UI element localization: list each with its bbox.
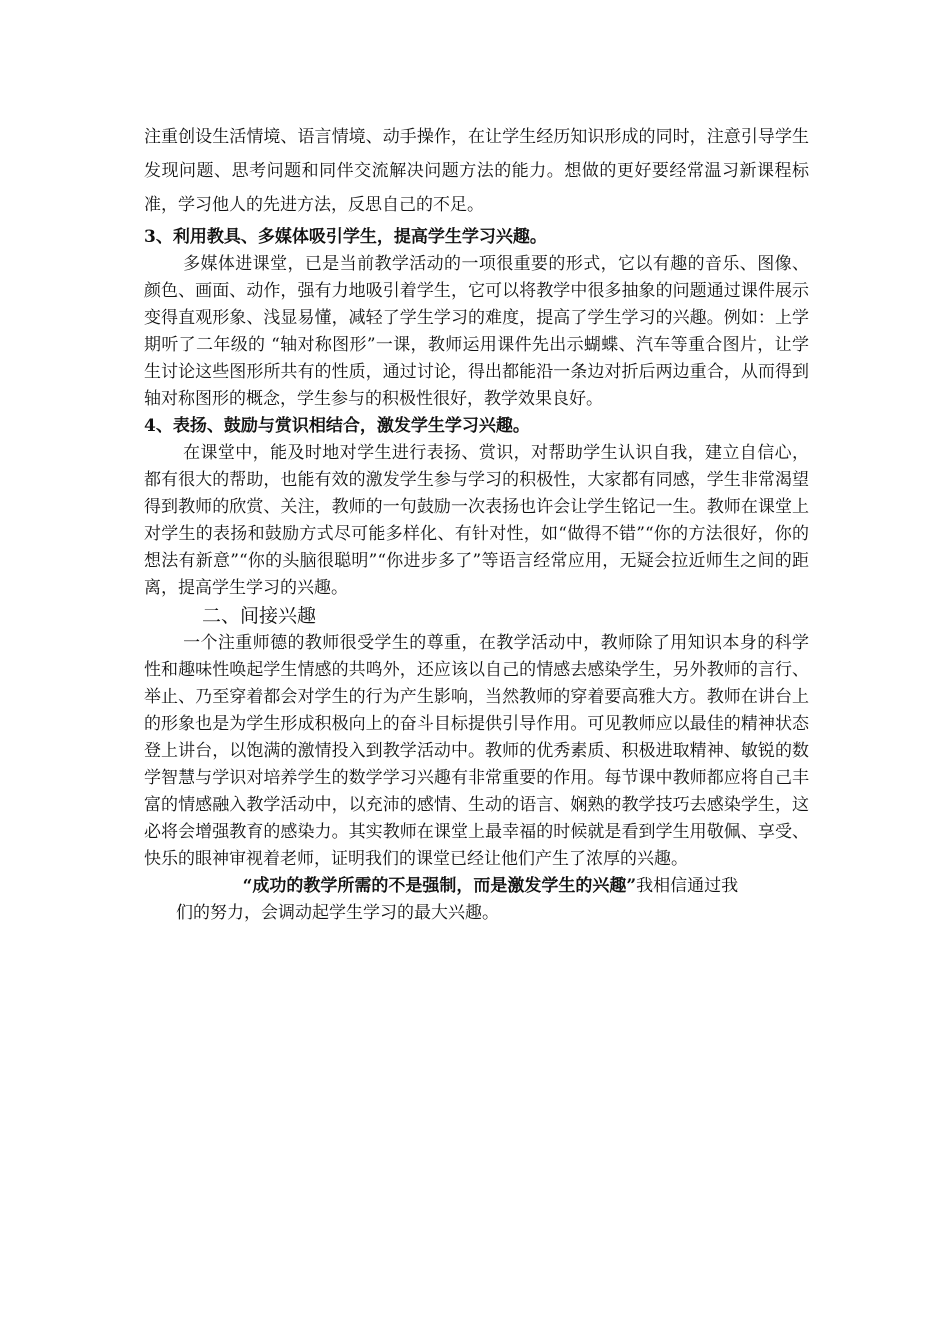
conclusion-quote: “成功的教学所需的不是强制，而是激发学生的兴趣” — [242, 876, 637, 896]
section-3-paragraph: 多媒体进课堂，已是当前教学活动的一项很重要的形式，它以有趣的音乐、图像、颜色、画面、动作，强有力地吸引着学生，它可以将教学中很多抽象的问题通过课件展示变得直观形象、浅显易懂，减轻了学生学习的难度，提高了学生学习的兴趣。例如：上学期听了二年级的 “轴对称图形”一课，教师运用课件先出示蝴蝶、汽车等重合图片，让学生讨论这些图形所共有的性质，通过讨论，得出都能沿一条边对折后两边重合，从而得到轴对称图形的概念，学生参与的积极性很好，教学效果良好。 — [144, 254, 809, 409]
conclusion-closing-line: 们的努力，会调动起学生学习的最大兴趣。 — [176, 903, 499, 923]
section-4-heading: 4、表扬、鼓励与赏识相结合，激发学生学习兴趣。 — [144, 416, 530, 436]
section-3-heading: 3、利用教具、多媒体吸引学生，提高学生学习兴趣。 — [144, 227, 547, 247]
document-body — [144, 120, 809, 927]
conclusion-paragraph — [144, 873, 809, 900]
conclusion-text-line-1: 我相信通过我 — [636, 876, 739, 896]
part-2-paragraph: 一个注重师德的教师很受学生的尊重，在教学活动中，教师除了用知识本身的科学性和趣味性唤起学生情感的共鸣外，还应该以自己的情感去感染学生，另外教师的言行、举止、乃至穿着都会对学生的行为产生影响，当然教师的穿着要高雅大方。教师在讲台上的形象也是为学生形成积极向上的奋斗目标提供引导作用。可见教师应以最佳的精神状态登上讲台，以饱满的激情投入到教学活动中。教师的优秀素质、积极进取精神、敏锐的数学智慧与学识对培养学生的数学学习兴趣有非常重要的作用。每节课中教师都应将自己丰富的情感融入教学活动中，以充沛的感情、生动的语言、娴熟的教学技巧去感染学生，这必将会增强教育的感染力。其实教师在课堂上最幸福的时候就是看到学生用敬佩、享受、快乐的眼神审视着老师，证明我们的课堂已经让他们产生了浓厚的兴趣。 — [144, 633, 809, 869]
section-4-paragraph: 在课堂中，能及时地对学生进行表扬、赏识，对帮助学生认识自我，建立自信心，都有很大的帮助，也能有效的激发学生参与学习的积极性，大家都有同感，学生非常渴望得到教师的欣赏、关注，教师的一句鼓励一次表扬也许会让学生铭记一生。教师在课堂上对学生的表扬和鼓励方式尽可能多样化、有针对性，如“做得不错”“你的方法很好，你的想法有新意”“你的头脑很聪明”“你进步多了”等语言经常应用，无疑会拉近师生之间的距离，提高学生学习的兴趣。 — [144, 443, 809, 598]
intro-paragraph: 注重创设生活情境、语言情境、动手操作，在让学生经历知识形成的同时，注意引导学生发现问题、思考问题和同伴交流解决问题方法的能力。想做的更好要经常温习新课程标准，学习他人的先进方法，反思自己的不足。 — [144, 127, 809, 215]
part-2-title: 二、间接兴趣 — [202, 605, 317, 627]
